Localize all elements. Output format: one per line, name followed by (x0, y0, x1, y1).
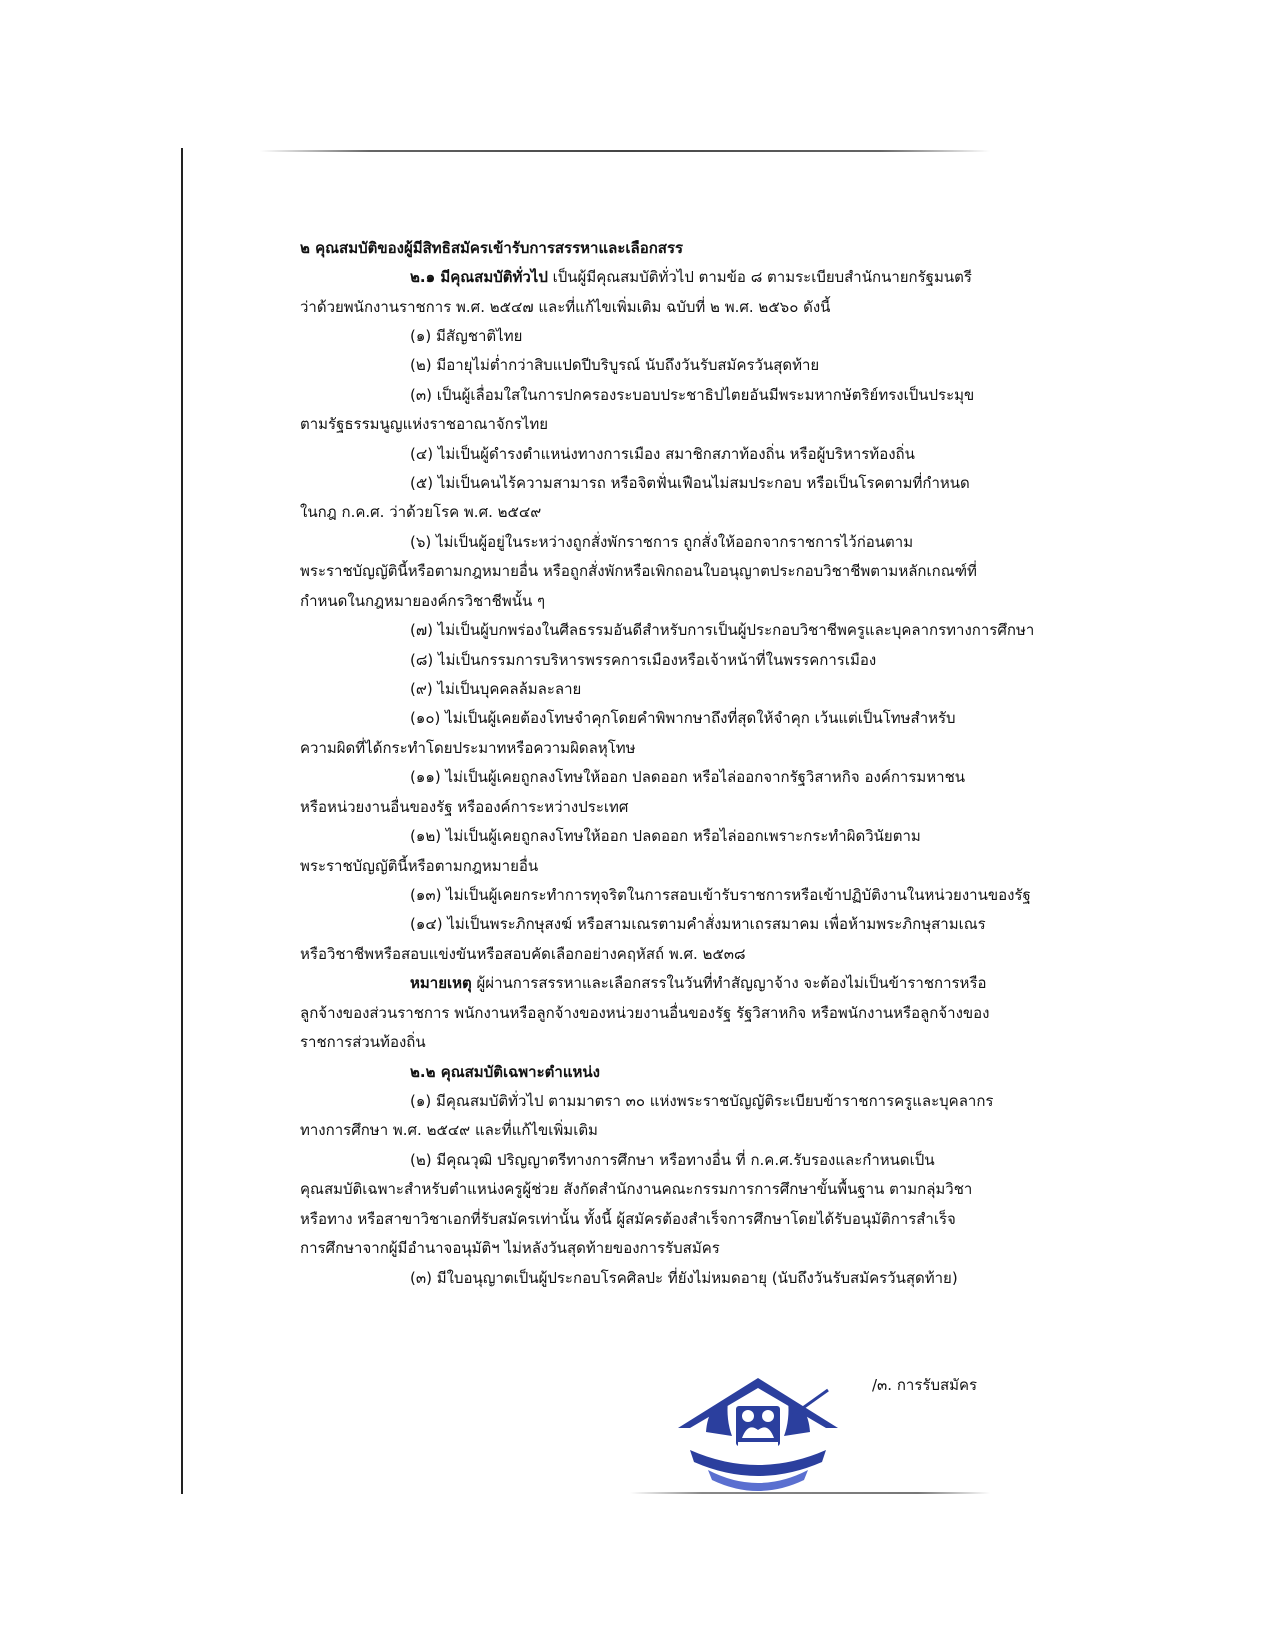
item-11-line1: (๑๑) ไม่เป็นผู้เคยถูกลงโทษให้ออก ปลดออก หรือไล่ออกจากรัฐวิสาหกิจ องค์การมหาชน (410, 768, 966, 786)
s22-heading: ๒.๒ คุณสมบัติเฉพาะตำแหน่ง (410, 1063, 600, 1081)
item-6-line2: พระราชบัญญัตินี้หรือตามกฎหมายอื่น หรือถูกสั่งพักหรือเพิกถอนใบอนุญาตประกอบวิชาชีพตามหลักเกณฑ์ที่ (300, 562, 977, 580)
note-line1-rest: ผู้ผ่านการสรรหาและเลือกสรรในวันที่ทำสัญญาจ้าง จะต้องไม่เป็นข้าราชการหรือ (471, 974, 987, 992)
item-13: (๑๓) ไม่เป็นผู้เคยกระทำการทุจริตในการสอบเข้ารับราชการหรือเข้าปฏิบัติงานในหน่วยงานของรัฐ (410, 886, 1031, 904)
item-4: (๔) ไม่เป็นผู้ดำรงตำแหน่งทางการเมือง สมาชิกสภาท้องถิ่น หรือผู้บริหารท้องถิ่น (410, 445, 915, 463)
s21-line1 (410, 267, 972, 287)
s22-item2-line4: การศึกษาจากผู้มีอำนาจอนุมัติฯ ไม่หลังวันสุดท้ายของการรับสมัคร (300, 1239, 720, 1257)
bottom-rule (630, 1492, 990, 1494)
s22-item1-line2: ทางการศึกษา พ.ศ. ๒๕๔๙ และที่แก้ไขเพิ่มเติม (300, 1121, 598, 1139)
s21-title: ๒.๑ มีคุณสมบัติทั่วไป (410, 268, 548, 286)
item-6-line1: (๖) ไม่เป็นผู้อยู่ในระหว่างถูกสั่งพักราชการ ถูกสั่งให้ออกจากราชการไว้ก่อนตาม (410, 533, 914, 551)
s21-line2: ว่าด้วยพนักงานราชการ พ.ศ. ๒๕๔๗ และที่แก้ไขเพิ่มเติม ฉบับที่ ๒ พ.ศ. ๒๕๖๐ ดังนี้ (300, 298, 831, 316)
item-5-line1: (๕) ไม่เป็นคนไร้ความสามารถ หรือจิตฟั่นเฟือนไม่สมประกอบ หรือเป็นโรคตามที่กำหนด (410, 474, 970, 492)
item-10-line2: ความผิดที่ได้กระทำโดยประมาทหรือความผิดลหุโทษ (300, 739, 636, 757)
s21-line1-rest: เป็นผู้มีคุณสมบัติทั่วไป ตามข้อ ๘ ตามระเบียบสำนักนายกรัฐมนตรี (547, 268, 972, 286)
s22-item1-line1: (๑) มีคุณสมบัติทั่วไป ตามมาตรา ๓๐ แห่งพระราชบัญญัติระเบียบข้าราชการครูและบุคลากร (410, 1092, 994, 1110)
item-8: (๘) ไม่เป็นกรรมการบริหารพรรคการเมืองหรือเจ้าหน้าที่ในพรรคการเมือง (410, 651, 877, 669)
s22-item2-line1: (๒) มีคุณวุฒิ ปริญญาตรีทางการศึกษา หรือทางอื่น ที่ ก.ค.ศ.รับรองและกำหนดเป็น (410, 1151, 935, 1169)
s22-item3: (๓) มีใบอนุญาตเป็นผู้ประกอบโรคศิลปะ ที่ยังไม่หมดอายุ (นับถึงวันรับสมัครวันสุดท้าย) (410, 1269, 958, 1287)
item-12-line1: (๑๒) ไม่เป็นผู้เคยถูกลงโทษให้ออก ปลดออก หรือไล่ออกเพราะกระทำผิดวินัยตาม (410, 827, 921, 845)
top-rule (260, 150, 990, 152)
item-12-line2: พระราชบัญญัตินี้หรือตามกฎหมายอื่น (300, 857, 539, 875)
item-3-line2: ตามรัฐธรรมนูญแห่งราชอาณาจักรไทย (300, 415, 549, 433)
item-5-line2: ในกฎ ก.ค.ศ. ว่าด้วยโรค พ.ศ. ๒๕๔๙ (300, 503, 542, 521)
item-2: (๒) มีอายุไม่ต่ำกว่าสิบแปดปีบริบูรณ์ นับถึงวันรับสมัครวันสุดท้าย (410, 356, 820, 374)
item-9: (๙) ไม่เป็นบุคคลล้มละลาย (410, 680, 582, 698)
next-page-marker: /๓. การรับสมัคร (872, 1376, 978, 1394)
note-line3: ราชการส่วนท้องถิ่น (300, 1033, 426, 1051)
s22-item2-line3: หรือทาง หรือสาขาวิชาเอกที่รับสมัครเท่านั้น ทั้งนี้ ผู้สมัครต้องสำเร็จการศึกษาโดยได้รับอนุมัติการสำเร็จ (300, 1210, 956, 1228)
item-10-line1: (๑๐) ไม่เป็นผู้เคยต้องโทษจำคุกโดยคำพิพากษาถึงที่สุดให้จำคุก เว้นแต่เป็นโทษสำหรับ (410, 709, 956, 727)
item-3-line1: (๓) เป็นผู้เลื่อมใสในการปกครองระบอบประชาธิปไตยอันมีพระมหากษัตริย์ทรงเป็นประมุข (410, 386, 975, 404)
item-6-line3: กำหนดในกฎหมายองค์กรวิชาชีพนั้น ๆ (300, 592, 546, 610)
item-14-line1: (๑๔) ไม่เป็นพระภิกษุสงฆ์ หรือสามเณรตามคำสั่งมหาเถรสมาคม เพื่อห้ามพระภิกษุสามเณร (410, 915, 986, 933)
s22-item2-line2: คุณสมบัติเฉพาะสำหรับตำแหน่งครูผู้ช่วย สังกัดสำนักงานคณะกรรมการการศึกษาขั้นพื้นฐาน ตามกลุ่มวิชา (300, 1180, 973, 1198)
item-14-line2: หรือวิชาชีพหรือสอบแข่งขันหรือสอบคัดเลือกอย่างคฤหัสถ์ พ.ศ. ๒๕๓๘ (300, 945, 746, 963)
item-1: (๑) มีสัญชาติไทย (410, 327, 523, 345)
school-roof-hands-logo-icon (668, 1370, 848, 1500)
left-margin-rule (181, 148, 183, 1494)
section-heading: ๒ คุณสมบัติของผู้มีสิทธิสมัครเข้ารับการสรรหาและเลือกสรร (300, 239, 684, 257)
note-line1 (410, 973, 987, 993)
note-label: หมายเหตุ (410, 974, 472, 992)
item-11-line2: หรือหน่วยงานอื่นของรัฐ หรือองค์การะหว่างประเทศ (300, 798, 629, 816)
note-line2: ลูกจ้างของส่วนราชการ พนักงานหรือลูกจ้างของหน่วยงานอื่นของรัฐ รัฐวิสาหกิจ หรือพนักงานหรือลูกจ้างของ (300, 1004, 990, 1022)
item-7: (๗) ไม่เป็นผู้บกพร่องในศีลธรรมอันดีสำหรับการเป็นผู้ประกอบวิชาชีพครูและบุคลากรทางการศึกษา (410, 621, 1035, 639)
